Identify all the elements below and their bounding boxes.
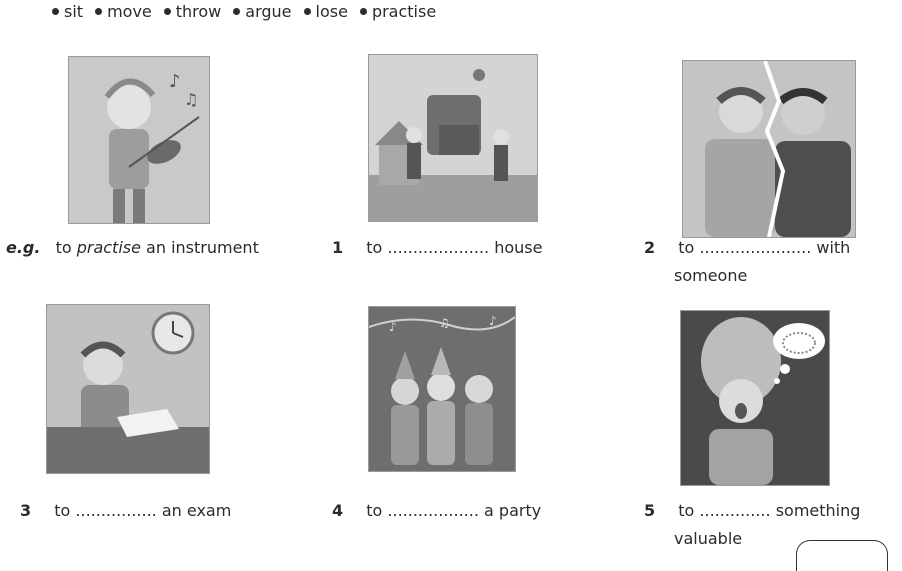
caption-prefix: to — [366, 238, 383, 257]
word: argue — [245, 1, 292, 21]
caption-continuation: valuable — [674, 529, 743, 548]
bullet-icon — [95, 8, 102, 15]
word-bank — [52, 0, 436, 22]
caption-prefix: to — [54, 501, 71, 520]
answer-blank[interactable]: .................. — [387, 501, 479, 520]
item-number: 4 — [332, 501, 344, 520]
caption-suffix: a party — [484, 501, 542, 520]
bullet-icon — [164, 8, 171, 15]
caption-1 — [332, 236, 542, 260]
violin-player-picture — [68, 56, 210, 224]
moving-house-picture — [368, 54, 538, 222]
caption-2 — [644, 236, 850, 260]
party-friends-picture — [368, 306, 516, 472]
svg-text:♪: ♪ — [489, 314, 497, 328]
caption-suffix: house — [494, 238, 543, 257]
item-number: 2 — [644, 238, 656, 257]
svg-text:♪: ♪ — [389, 320, 397, 334]
caption-prefix: to — [55, 238, 72, 257]
answer-blank[interactable]: ................ — [75, 501, 157, 520]
answer-blank[interactable]: .................... — [387, 238, 490, 257]
example-answer: practise — [76, 238, 141, 257]
page-edge-bracket — [796, 540, 888, 571]
moving-illustration — [369, 55, 537, 221]
item-number: e.g. — [6, 238, 41, 257]
exam-illustration — [47, 305, 209, 473]
caption-suffix: an exam — [161, 501, 232, 520]
item-number: 5 — [644, 501, 656, 520]
caption-continuation: someone — [674, 266, 748, 285]
necklace-illustration — [681, 311, 829, 485]
caption-prefix: to — [366, 501, 383, 520]
caption-suffix: something — [775, 501, 861, 520]
answer-blank[interactable]: ...................... — [699, 238, 812, 257]
svg-text:♫: ♫ — [184, 90, 199, 109]
caption-suffix: with — [816, 238, 851, 257]
arguing-men-picture — [682, 60, 856, 238]
word-bank-item — [360, 2, 436, 21]
word: throw — [175, 1, 222, 21]
caption-4 — [332, 499, 541, 523]
word-bank-item — [164, 2, 222, 21]
bullet-icon — [52, 8, 59, 15]
word: sit — [64, 1, 84, 21]
caption-prefix: to — [678, 501, 695, 520]
answer-blank[interactable]: .............. — [699, 501, 771, 520]
caption-5-line2 — [674, 527, 742, 551]
item-number: 1 — [332, 238, 344, 257]
svg-text:♫: ♫ — [439, 316, 450, 330]
svg-text:♪: ♪ — [169, 71, 181, 92]
caption-suffix: an instrument — [146, 238, 259, 257]
caption-prefix: to — [678, 238, 695, 257]
argue-illustration — [683, 61, 855, 237]
word-bank-item — [95, 2, 152, 21]
caption-2-line2 — [674, 264, 747, 288]
caption-5 — [644, 499, 860, 523]
item-number: 3 — [20, 501, 32, 520]
exam-student-picture — [46, 304, 210, 474]
word-bank-item — [52, 2, 83, 21]
word-bank-item — [304, 2, 348, 21]
word-bank-item — [233, 2, 291, 21]
party-illustration — [369, 307, 515, 471]
caption-3 — [20, 499, 231, 523]
violin-illustration — [69, 57, 209, 223]
word: practise — [371, 1, 437, 21]
word: move — [107, 1, 152, 21]
caption-eg — [6, 236, 259, 260]
bullet-icon — [304, 8, 311, 15]
bullet-icon — [233, 8, 240, 15]
bullet-icon — [360, 8, 367, 15]
word: lose — [315, 1, 348, 21]
lost-necklace-picture — [680, 310, 830, 486]
